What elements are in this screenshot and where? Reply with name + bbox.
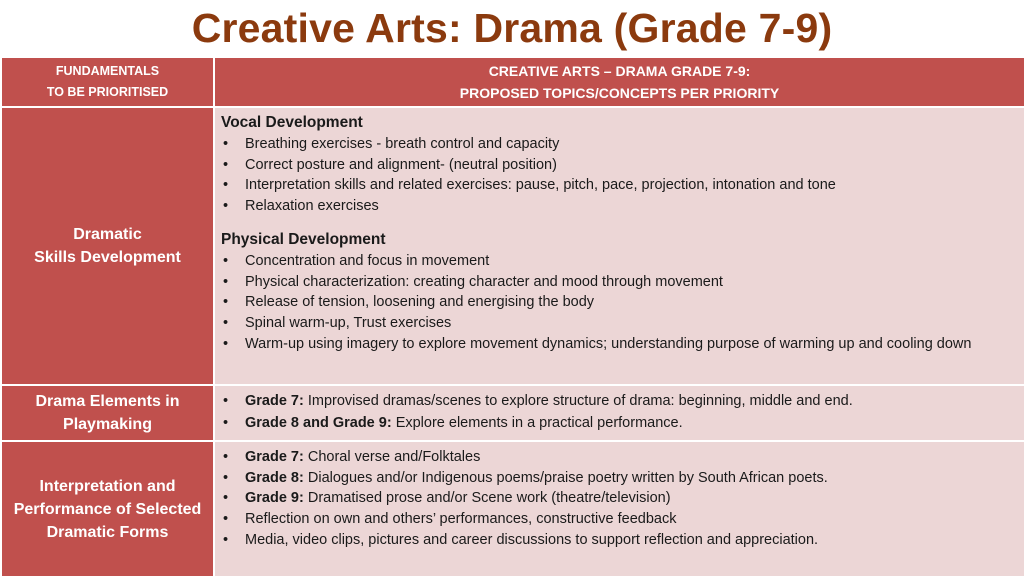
- list-item: [221, 468, 1020, 489]
- row-label-line: Drama Elements in: [35, 393, 180, 410]
- table-row: [1, 385, 1024, 441]
- header-topics: [214, 57, 1024, 107]
- list-item: [221, 488, 1020, 509]
- item-text: Improvised dramas/scenes to explore structure of drama: beginning, middle and end.: [303, 393, 853, 409]
- header-topics-line1: CREATIVE ARTS – DRAMA GRADE 7-9:: [488, 63, 751, 79]
- vocal-development-heading: Vocal Development: [221, 114, 363, 131]
- item-text: Choral verse and/Folktales: [303, 449, 481, 465]
- grade-label: Grade 7:: [245, 393, 304, 409]
- list-item: • Physical characterization: creating character and mood through movement: [221, 272, 1020, 293]
- header-fundamentals: [1, 57, 214, 107]
- list-item: • Relaxation exercises: [221, 196, 1020, 217]
- header-topics-line2: PROPOSED TOPICS/CONCEPTS PER PRIORITY: [459, 85, 780, 101]
- list-item: • Release of tension, loosening and energising the body: [221, 292, 1020, 313]
- header-fundamentals-line1: FUNDAMENTALS: [55, 64, 160, 78]
- list-item: • Media, video clips, pictures and career discussions to support reflection and appreciation.: [221, 530, 1020, 551]
- table-row: [1, 441, 1024, 577]
- grade-label: Grade 7:: [245, 449, 304, 465]
- list-item: • Correct posture and alignment- (neutral position): [221, 155, 1020, 176]
- item-text: Dialogues and/or Indigenous poems/praise poetry written by South African poets.: [303, 469, 828, 486]
- physical-development-list: [221, 251, 1020, 355]
- row-label-interpretation: [1, 441, 214, 577]
- row-label-line: Interpretation and: [39, 477, 176, 495]
- physical-development-heading: Physical Development: [221, 230, 386, 248]
- list-item: • Interpretation skills and related exercises: pause, pitch, pace, projection, intonation and tone: [221, 175, 1020, 196]
- row-label-line: Skills Development: [34, 249, 181, 266]
- list-item: • Warm-up using imagery to explore movement dynamics; understanding purpose of warming up and cooling down: [221, 334, 1020, 355]
- curriculum-table: [0, 56, 1024, 578]
- grade-label: Grade 9:: [245, 490, 304, 507]
- table-row: [1, 107, 1024, 385]
- row-label-line: Dramatic Forms: [46, 523, 169, 541]
- list-item: [221, 447, 1020, 468]
- interpretation-list: [221, 447, 1020, 551]
- header-fundamentals-line2: TO BE PRIORITISED: [46, 85, 169, 99]
- grade-label: Grade 8 and Grade 9:: [245, 415, 392, 431]
- list-item: • Concentration and focus in movement: [221, 251, 1020, 272]
- list-item: • Breathing exercises - breath control and capacity: [221, 134, 1020, 155]
- row-label-dramatic-skills: [1, 107, 214, 385]
- list-item: [221, 412, 1020, 434]
- drama-elements-list: [221, 390, 1020, 434]
- row-content-drama-elements: [214, 385, 1024, 441]
- row-content-dramatic-skills: [214, 107, 1024, 385]
- row-label-line: Dramatic: [73, 226, 142, 243]
- grade-label: Grade 8:: [245, 469, 304, 486]
- row-label-line: Playmaking: [63, 416, 152, 433]
- list-item: • Reflection on own and others’ performances, constructive feedback: [221, 509, 1020, 530]
- item-text: Explore elements in a practical performance.: [391, 415, 683, 431]
- page-title: Creative Arts: Drama (Grade 7-9): [191, 5, 833, 51]
- row-label-drama-elements: [1, 385, 214, 441]
- list-item: • Spinal warm-up, Trust exercises: [221, 313, 1020, 334]
- vocal-development-list: [221, 134, 1020, 217]
- item-text: Dramatised prose and/or Scene work (theatre/television): [303, 490, 671, 507]
- row-label-line: Performance of Selected: [13, 500, 202, 518]
- list-item: [221, 390, 1020, 412]
- row-content-interpretation: [214, 441, 1024, 577]
- table-header-row: [1, 57, 1024, 107]
